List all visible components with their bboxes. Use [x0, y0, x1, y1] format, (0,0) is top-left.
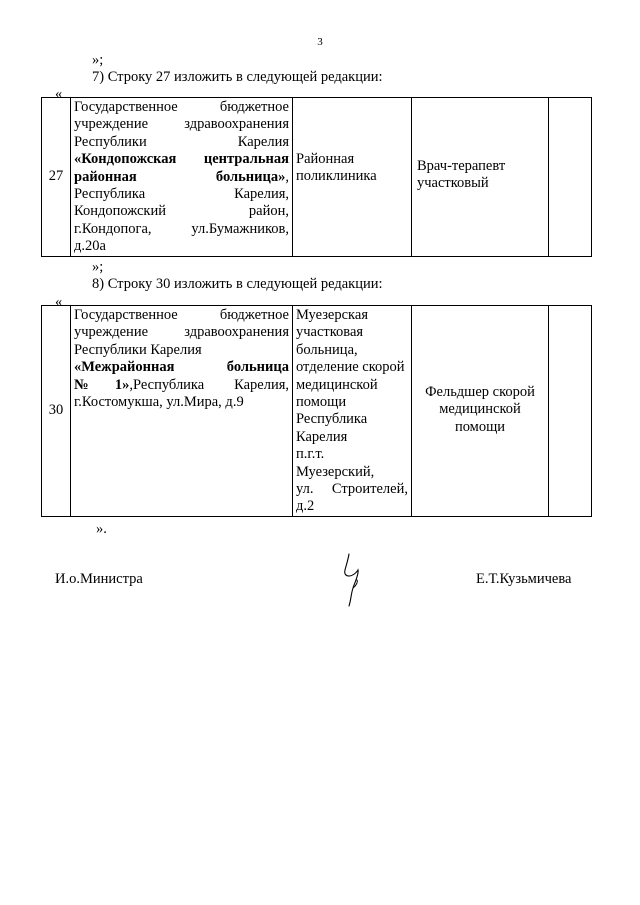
position-text: помощи — [454, 418, 506, 435]
closing-quote-previous: »; — [92, 259, 104, 275]
position-text: медицинской — [439, 401, 521, 418]
signatory-title: И.о.Министра — [55, 571, 143, 587]
row-27-table — [41, 97, 592, 257]
position-cell — [412, 98, 549, 257]
handwritten-signature — [335, 552, 375, 608]
institution-name-bold: «Межрайонная больница — [74, 359, 289, 376]
position-text: участковый — [417, 175, 489, 192]
instruction-line-8: 8) Строку 30 изложить в следующей редакции: — [92, 276, 383, 292]
unit-text: д.2 — [296, 498, 315, 515]
unit-text: Районная — [296, 151, 355, 167]
unit-text: помощи — [296, 394, 347, 411]
institution-text: г.Костомукша, ул.Мира, д.9 — [74, 394, 244, 411]
opening-quote: « — [55, 86, 63, 102]
unit-text: отделение скорой — [296, 359, 405, 376]
opening-quote: « — [55, 294, 63, 310]
institution-cell — [71, 306, 293, 517]
unit-text: Муезерская — [296, 307, 368, 323]
unit-text: участковая — [296, 324, 364, 341]
row-30-table — [41, 305, 592, 517]
row-number: 30 — [42, 306, 71, 517]
institution-name-bold: «Кондопожская центральная — [74, 151, 289, 168]
unit-text: больница, — [296, 341, 358, 358]
empty-cell — [549, 306, 592, 517]
institution-text: Республика Карелия, — [74, 186, 289, 203]
institution-text: учреждение здравоохранения — [74, 116, 289, 133]
institution-text: г.Кондопога, ул.Бумажников, — [74, 220, 289, 237]
institution-cell — [71, 98, 293, 257]
institution-text: ,Республика Карелия, — [129, 376, 290, 393]
unit-text: ул. Строителей, — [296, 481, 408, 498]
table-row — [42, 306, 592, 517]
row-number: 27 — [42, 98, 71, 257]
unit-text: поликлиника — [296, 168, 377, 185]
institution-name-bold: №1» — [74, 376, 130, 393]
closing-quote-previous: »; — [92, 52, 104, 68]
position-text: Фельдшер скорой — [425, 384, 535, 400]
institution-text: Кондопожский район, — [74, 203, 289, 220]
unit-text: Карелия — [296, 428, 348, 445]
institution-name-bold: районная больница» — [74, 168, 286, 185]
instruction-line-7: 7) Строку 27 изложить в следующей редакции: — [92, 69, 383, 85]
empty-cell — [549, 98, 592, 257]
page-number: 3 — [317, 36, 323, 48]
unit-text: Муезерский, — [296, 463, 375, 480]
unit-text: Республика — [296, 411, 368, 428]
institution-text: Республики Карелия — [74, 133, 289, 150]
signatory-name: Е.Т.Кузьмичева — [476, 571, 572, 587]
unit-cell — [293, 98, 412, 257]
institution-text: Государственное бюджетное — [74, 99, 289, 115]
institution-text: д.20а — [74, 238, 106, 255]
institution-text: учреждение здравоохранения — [74, 324, 289, 341]
position-text: Врач-терапевт — [417, 158, 506, 174]
institution-text: Государственное бюджетное — [74, 307, 289, 323]
unit-text: медицинской — [296, 376, 378, 393]
institution-text: , — [285, 168, 289, 185]
institution-text: Республики Карелия — [74, 341, 202, 358]
unit-cell — [293, 306, 412, 517]
unit-text: п.г.т. — [296, 446, 325, 463]
position-cell — [412, 306, 549, 517]
table-row — [42, 98, 592, 257]
closing-quote: ». — [96, 521, 107, 537]
